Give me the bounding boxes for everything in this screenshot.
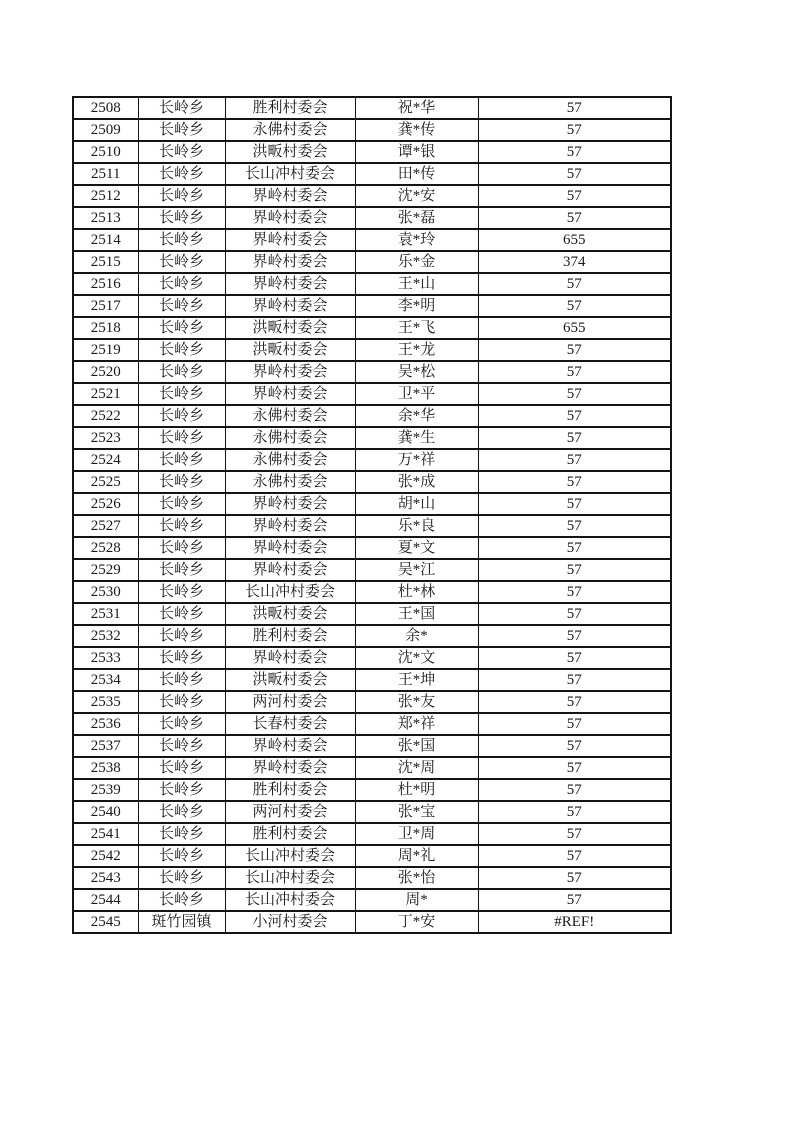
cell-person-name: 田*传 [355, 163, 478, 185]
cell-person-name: 龚*传 [355, 119, 478, 141]
table-row [73, 207, 671, 229]
cell-township: 长岭乡 [138, 295, 225, 317]
cell-village-committee: 界岭村委会 [225, 361, 355, 383]
cell-village-committee: 界岭村委会 [225, 559, 355, 581]
cell-person-name: 乐*良 [355, 515, 478, 537]
cell-village-committee: 界岭村委会 [225, 493, 355, 515]
cell-person-name: 王*坤 [355, 669, 478, 691]
cell-sequence-number: 2531 [73, 603, 138, 625]
cell-township: 长岭乡 [138, 163, 225, 185]
table-row [73, 867, 671, 889]
cell-township: 长岭乡 [138, 427, 225, 449]
table-row [73, 295, 671, 317]
cell-sequence-number: 2528 [73, 537, 138, 559]
cell-township: 长岭乡 [138, 471, 225, 493]
cell-person-name: 谭*银 [355, 141, 478, 163]
table-row [73, 185, 671, 207]
cell-value: 57 [478, 207, 671, 229]
cell-township: 长岭乡 [138, 845, 225, 867]
cell-village-committee: 胜利村委会 [225, 779, 355, 801]
table-row [73, 603, 671, 625]
cell-village-committee: 长山冲村委会 [225, 867, 355, 889]
table-row [73, 581, 671, 603]
cell-township: 长岭乡 [138, 229, 225, 251]
cell-village-committee: 界岭村委会 [225, 735, 355, 757]
cell-sequence-number: 2524 [73, 449, 138, 471]
roster-table-body [73, 97, 671, 933]
cell-sequence-number: 2544 [73, 889, 138, 911]
cell-value: 57 [478, 713, 671, 735]
cell-person-name: 夏*文 [355, 537, 478, 559]
table-row [73, 361, 671, 383]
cell-township: 长岭乡 [138, 185, 225, 207]
cell-township: 长岭乡 [138, 779, 225, 801]
cell-sequence-number: 2514 [73, 229, 138, 251]
cell-person-name: 吴*松 [355, 361, 478, 383]
cell-sequence-number: 2519 [73, 339, 138, 361]
cell-village-committee: 界岭村委会 [225, 229, 355, 251]
table-row [73, 449, 671, 471]
cell-village-committee: 长春村委会 [225, 713, 355, 735]
cell-person-name: 郑*祥 [355, 713, 478, 735]
cell-person-name: 龚*生 [355, 427, 478, 449]
cell-township: 长岭乡 [138, 867, 225, 889]
cell-village-committee: 界岭村委会 [225, 295, 355, 317]
cell-sequence-number: 2510 [73, 141, 138, 163]
table-row [73, 97, 671, 119]
table-row [73, 515, 671, 537]
cell-village-committee: 界岭村委会 [225, 515, 355, 537]
table-row [73, 471, 671, 493]
cell-village-committee: 洪畈村委会 [225, 141, 355, 163]
cell-person-name: 王*飞 [355, 317, 478, 339]
cell-value: 57 [478, 119, 671, 141]
cell-person-name: 沈*安 [355, 185, 478, 207]
cell-person-name: 杜*林 [355, 581, 478, 603]
cell-sequence-number: 2515 [73, 251, 138, 273]
cell-village-committee: 长山冲村委会 [225, 581, 355, 603]
cell-person-name: 卫*周 [355, 823, 478, 845]
cell-sequence-number: 2517 [73, 295, 138, 317]
cell-person-name: 周*礼 [355, 845, 478, 867]
cell-value: 57 [478, 471, 671, 493]
table-row [73, 757, 671, 779]
cell-village-committee: 胜利村委会 [225, 625, 355, 647]
cell-sequence-number: 2537 [73, 735, 138, 757]
cell-township: 长岭乡 [138, 713, 225, 735]
cell-value: 57 [478, 603, 671, 625]
cell-value: 57 [478, 383, 671, 405]
cell-sequence-number: 2512 [73, 185, 138, 207]
cell-person-name: 张*宝 [355, 801, 478, 823]
cell-township: 长岭乡 [138, 691, 225, 713]
cell-township: 长岭乡 [138, 581, 225, 603]
cell-village-committee: 界岭村委会 [225, 757, 355, 779]
roster-table [72, 96, 672, 934]
cell-village-committee: 小河村委会 [225, 911, 355, 933]
cell-value: 57 [478, 889, 671, 911]
cell-sequence-number: 2536 [73, 713, 138, 735]
cell-township: 长岭乡 [138, 823, 225, 845]
cell-value: 57 [478, 625, 671, 647]
table-row [73, 119, 671, 141]
cell-value: 57 [478, 757, 671, 779]
cell-person-name: 张*怡 [355, 867, 478, 889]
table-row [73, 625, 671, 647]
cell-sequence-number: 2538 [73, 757, 138, 779]
cell-village-committee: 长山冲村委会 [225, 889, 355, 911]
cell-township: 长岭乡 [138, 207, 225, 229]
table-row [73, 559, 671, 581]
cell-township: 长岭乡 [138, 119, 225, 141]
cell-sequence-number: 2529 [73, 559, 138, 581]
cell-sequence-number: 2509 [73, 119, 138, 141]
cell-township: 长岭乡 [138, 493, 225, 515]
cell-person-name: 张*国 [355, 735, 478, 757]
table-row [73, 691, 671, 713]
table-row [73, 845, 671, 867]
cell-township: 长岭乡 [138, 889, 225, 911]
cell-person-name: 胡*山 [355, 493, 478, 515]
cell-sequence-number: 2520 [73, 361, 138, 383]
table-row [73, 713, 671, 735]
cell-township: 长岭乡 [138, 97, 225, 119]
cell-village-committee: 长山冲村委会 [225, 845, 355, 867]
cell-village-committee: 长山冲村委会 [225, 163, 355, 185]
table-row [73, 537, 671, 559]
cell-township: 长岭乡 [138, 537, 225, 559]
cell-village-committee: 界岭村委会 [225, 273, 355, 295]
table-row [73, 339, 671, 361]
cell-person-name: 袁*玲 [355, 229, 478, 251]
cell-sequence-number: 2541 [73, 823, 138, 845]
cell-value: 57 [478, 647, 671, 669]
cell-township: 长岭乡 [138, 405, 225, 427]
table-row [73, 427, 671, 449]
cell-township: 长岭乡 [138, 735, 225, 757]
cell-sequence-number: 2527 [73, 515, 138, 537]
table-row [73, 889, 671, 911]
cell-township: 长岭乡 [138, 625, 225, 647]
cell-township: 长岭乡 [138, 251, 225, 273]
cell-township: 长岭乡 [138, 317, 225, 339]
cell-value: 655 [478, 229, 671, 251]
cell-village-committee: 洪畈村委会 [225, 339, 355, 361]
cell-township: 长岭乡 [138, 559, 225, 581]
cell-sequence-number: 2522 [73, 405, 138, 427]
cell-township: 斑竹园镇 [138, 911, 225, 933]
table-row [73, 647, 671, 669]
cell-township: 长岭乡 [138, 273, 225, 295]
cell-village-committee: 洪畈村委会 [225, 317, 355, 339]
cell-person-name: 余*华 [355, 405, 478, 427]
cell-sequence-number: 2540 [73, 801, 138, 823]
cell-value: 57 [478, 735, 671, 757]
cell-person-name: 周* [355, 889, 478, 911]
cell-sequence-number: 2521 [73, 383, 138, 405]
cell-value: 57 [478, 449, 671, 471]
cell-sequence-number: 2523 [73, 427, 138, 449]
cell-sequence-number: 2525 [73, 471, 138, 493]
cell-value: 57 [478, 97, 671, 119]
cell-sequence-number: 2530 [73, 581, 138, 603]
table-row [73, 911, 671, 933]
table-row [73, 273, 671, 295]
cell-person-name: 丁*安 [355, 911, 478, 933]
table-row [73, 779, 671, 801]
cell-person-name: 余* [355, 625, 478, 647]
table-row [73, 823, 671, 845]
cell-village-committee: 两河村委会 [225, 801, 355, 823]
cell-person-name: 乐*金 [355, 251, 478, 273]
cell-value: 57 [478, 515, 671, 537]
cell-value: 57 [478, 141, 671, 163]
cell-person-name: 吴*江 [355, 559, 478, 581]
cell-value: 57 [478, 273, 671, 295]
cell-value: 57 [478, 295, 671, 317]
cell-village-committee: 界岭村委会 [225, 207, 355, 229]
cell-value: 57 [478, 691, 671, 713]
cell-township: 长岭乡 [138, 515, 225, 537]
cell-township: 长岭乡 [138, 361, 225, 383]
cell-value: 57 [478, 405, 671, 427]
cell-sequence-number: 2533 [73, 647, 138, 669]
table-row [73, 141, 671, 163]
cell-value: 57 [478, 559, 671, 581]
cell-person-name: 卫*平 [355, 383, 478, 405]
cell-township: 长岭乡 [138, 669, 225, 691]
cell-value: 57 [478, 779, 671, 801]
cell-township: 长岭乡 [138, 339, 225, 361]
cell-value: 57 [478, 339, 671, 361]
table-row [73, 251, 671, 273]
cell-township: 长岭乡 [138, 449, 225, 471]
cell-value: #REF! [478, 911, 671, 933]
cell-value: 57 [478, 537, 671, 559]
cell-person-name: 王*山 [355, 273, 478, 295]
cell-value: 57 [478, 185, 671, 207]
cell-person-name: 王*龙 [355, 339, 478, 361]
cell-person-name: 张*磊 [355, 207, 478, 229]
cell-village-committee: 界岭村委会 [225, 537, 355, 559]
cell-village-committee: 界岭村委会 [225, 647, 355, 669]
cell-sequence-number: 2542 [73, 845, 138, 867]
cell-person-name: 万*祥 [355, 449, 478, 471]
cell-sequence-number: 2532 [73, 625, 138, 647]
table-row [73, 163, 671, 185]
cell-sequence-number: 2526 [73, 493, 138, 515]
table-row [73, 317, 671, 339]
cell-village-committee: 永佛村委会 [225, 427, 355, 449]
cell-village-committee: 胜利村委会 [225, 97, 355, 119]
table-row [73, 383, 671, 405]
cell-value: 57 [478, 669, 671, 691]
cell-village-committee: 界岭村委会 [225, 185, 355, 207]
cell-township: 长岭乡 [138, 603, 225, 625]
cell-township: 长岭乡 [138, 141, 225, 163]
cell-value: 57 [478, 163, 671, 185]
cell-village-committee: 永佛村委会 [225, 471, 355, 493]
cell-sequence-number: 2513 [73, 207, 138, 229]
cell-value: 57 [478, 845, 671, 867]
cell-value: 57 [478, 581, 671, 603]
table-row [73, 405, 671, 427]
table-row [73, 669, 671, 691]
cell-value: 57 [478, 427, 671, 449]
cell-village-committee: 胜利村委会 [225, 823, 355, 845]
cell-sequence-number: 2508 [73, 97, 138, 119]
table-row [73, 801, 671, 823]
table-row [73, 735, 671, 757]
cell-person-name: 祝*华 [355, 97, 478, 119]
cell-person-name: 王*国 [355, 603, 478, 625]
cell-village-committee: 永佛村委会 [225, 449, 355, 471]
cell-sequence-number: 2543 [73, 867, 138, 889]
cell-value: 374 [478, 251, 671, 273]
cell-person-name: 杜*明 [355, 779, 478, 801]
cell-sequence-number: 2545 [73, 911, 138, 933]
cell-village-committee: 两河村委会 [225, 691, 355, 713]
cell-sequence-number: 2534 [73, 669, 138, 691]
cell-person-name: 沈*周 [355, 757, 478, 779]
table-row [73, 229, 671, 251]
cell-township: 长岭乡 [138, 383, 225, 405]
cell-village-committee: 永佛村委会 [225, 405, 355, 427]
cell-sequence-number: 2539 [73, 779, 138, 801]
cell-value: 57 [478, 867, 671, 889]
cell-township: 长岭乡 [138, 801, 225, 823]
cell-person-name: 李*明 [355, 295, 478, 317]
cell-value: 57 [478, 801, 671, 823]
cell-sequence-number: 2516 [73, 273, 138, 295]
cell-township: 长岭乡 [138, 757, 225, 779]
cell-value: 57 [478, 823, 671, 845]
cell-person-name: 张*成 [355, 471, 478, 493]
cell-value: 655 [478, 317, 671, 339]
cell-village-committee: 界岭村委会 [225, 383, 355, 405]
cell-value: 57 [478, 493, 671, 515]
cell-township: 长岭乡 [138, 647, 225, 669]
cell-sequence-number: 2535 [73, 691, 138, 713]
table-row [73, 493, 671, 515]
cell-village-committee: 洪畈村委会 [225, 669, 355, 691]
cell-village-committee: 界岭村委会 [225, 251, 355, 273]
cell-value: 57 [478, 361, 671, 383]
cell-sequence-number: 2511 [73, 163, 138, 185]
cell-person-name: 沈*文 [355, 647, 478, 669]
cell-person-name: 张*友 [355, 691, 478, 713]
cell-village-committee: 洪畈村委会 [225, 603, 355, 625]
cell-sequence-number: 2518 [73, 317, 138, 339]
cell-village-committee: 永佛村委会 [225, 119, 355, 141]
